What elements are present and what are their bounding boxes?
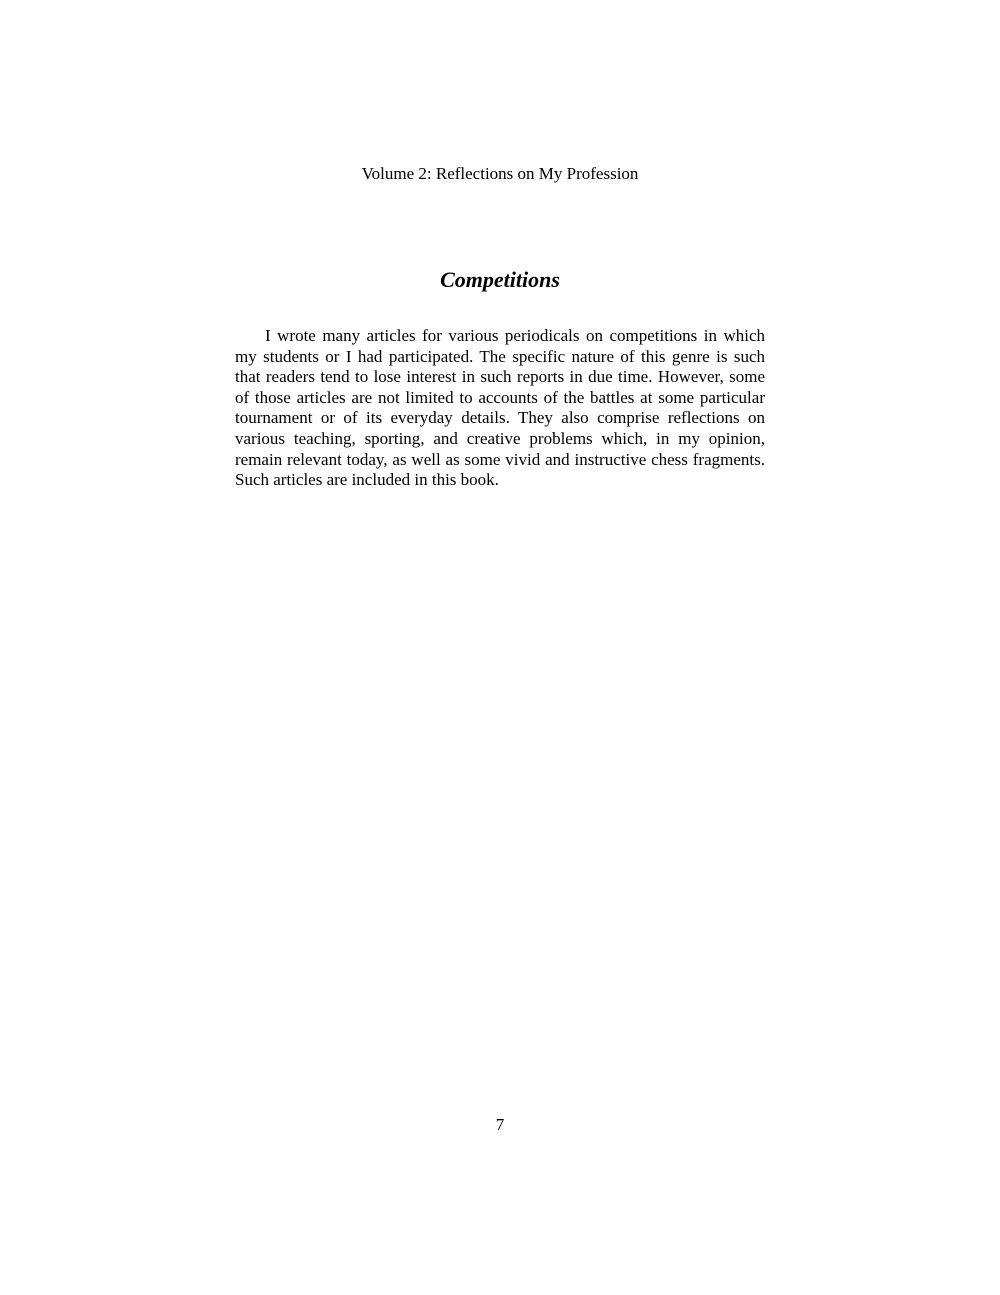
paragraph-line: I wrote many articles for various periodicals on competitions in which	[265, 326, 765, 345]
page-number: 7	[495, 1115, 505, 1134]
paragraph-line: that readers tend to lose interest in such reports in due time. However, some	[235, 367, 765, 387]
paragraph-line: of those articles are not limited to accounts of the battles at some particular	[235, 387, 765, 407]
paragraph-line: my students or I had participated. The specific nature of this genre is such	[235, 346, 765, 366]
paragraph-line: tournament or of its everyday details. They also comprise reflections on	[235, 408, 765, 428]
running-header: Volume 2: Reflections on My Profession	[361, 164, 639, 183]
paragraph-line: remain relevant today, as well as some vivid and instructive chess fragments.	[235, 449, 765, 469]
paragraph-line: various teaching, sporting, and creative problems which, in my opinion,	[235, 428, 765, 448]
chapter-title: Competitions	[440, 267, 560, 292]
body-paragraph	[235, 326, 765, 491]
paragraph-line: Such articles are included in this book.	[235, 470, 499, 490]
